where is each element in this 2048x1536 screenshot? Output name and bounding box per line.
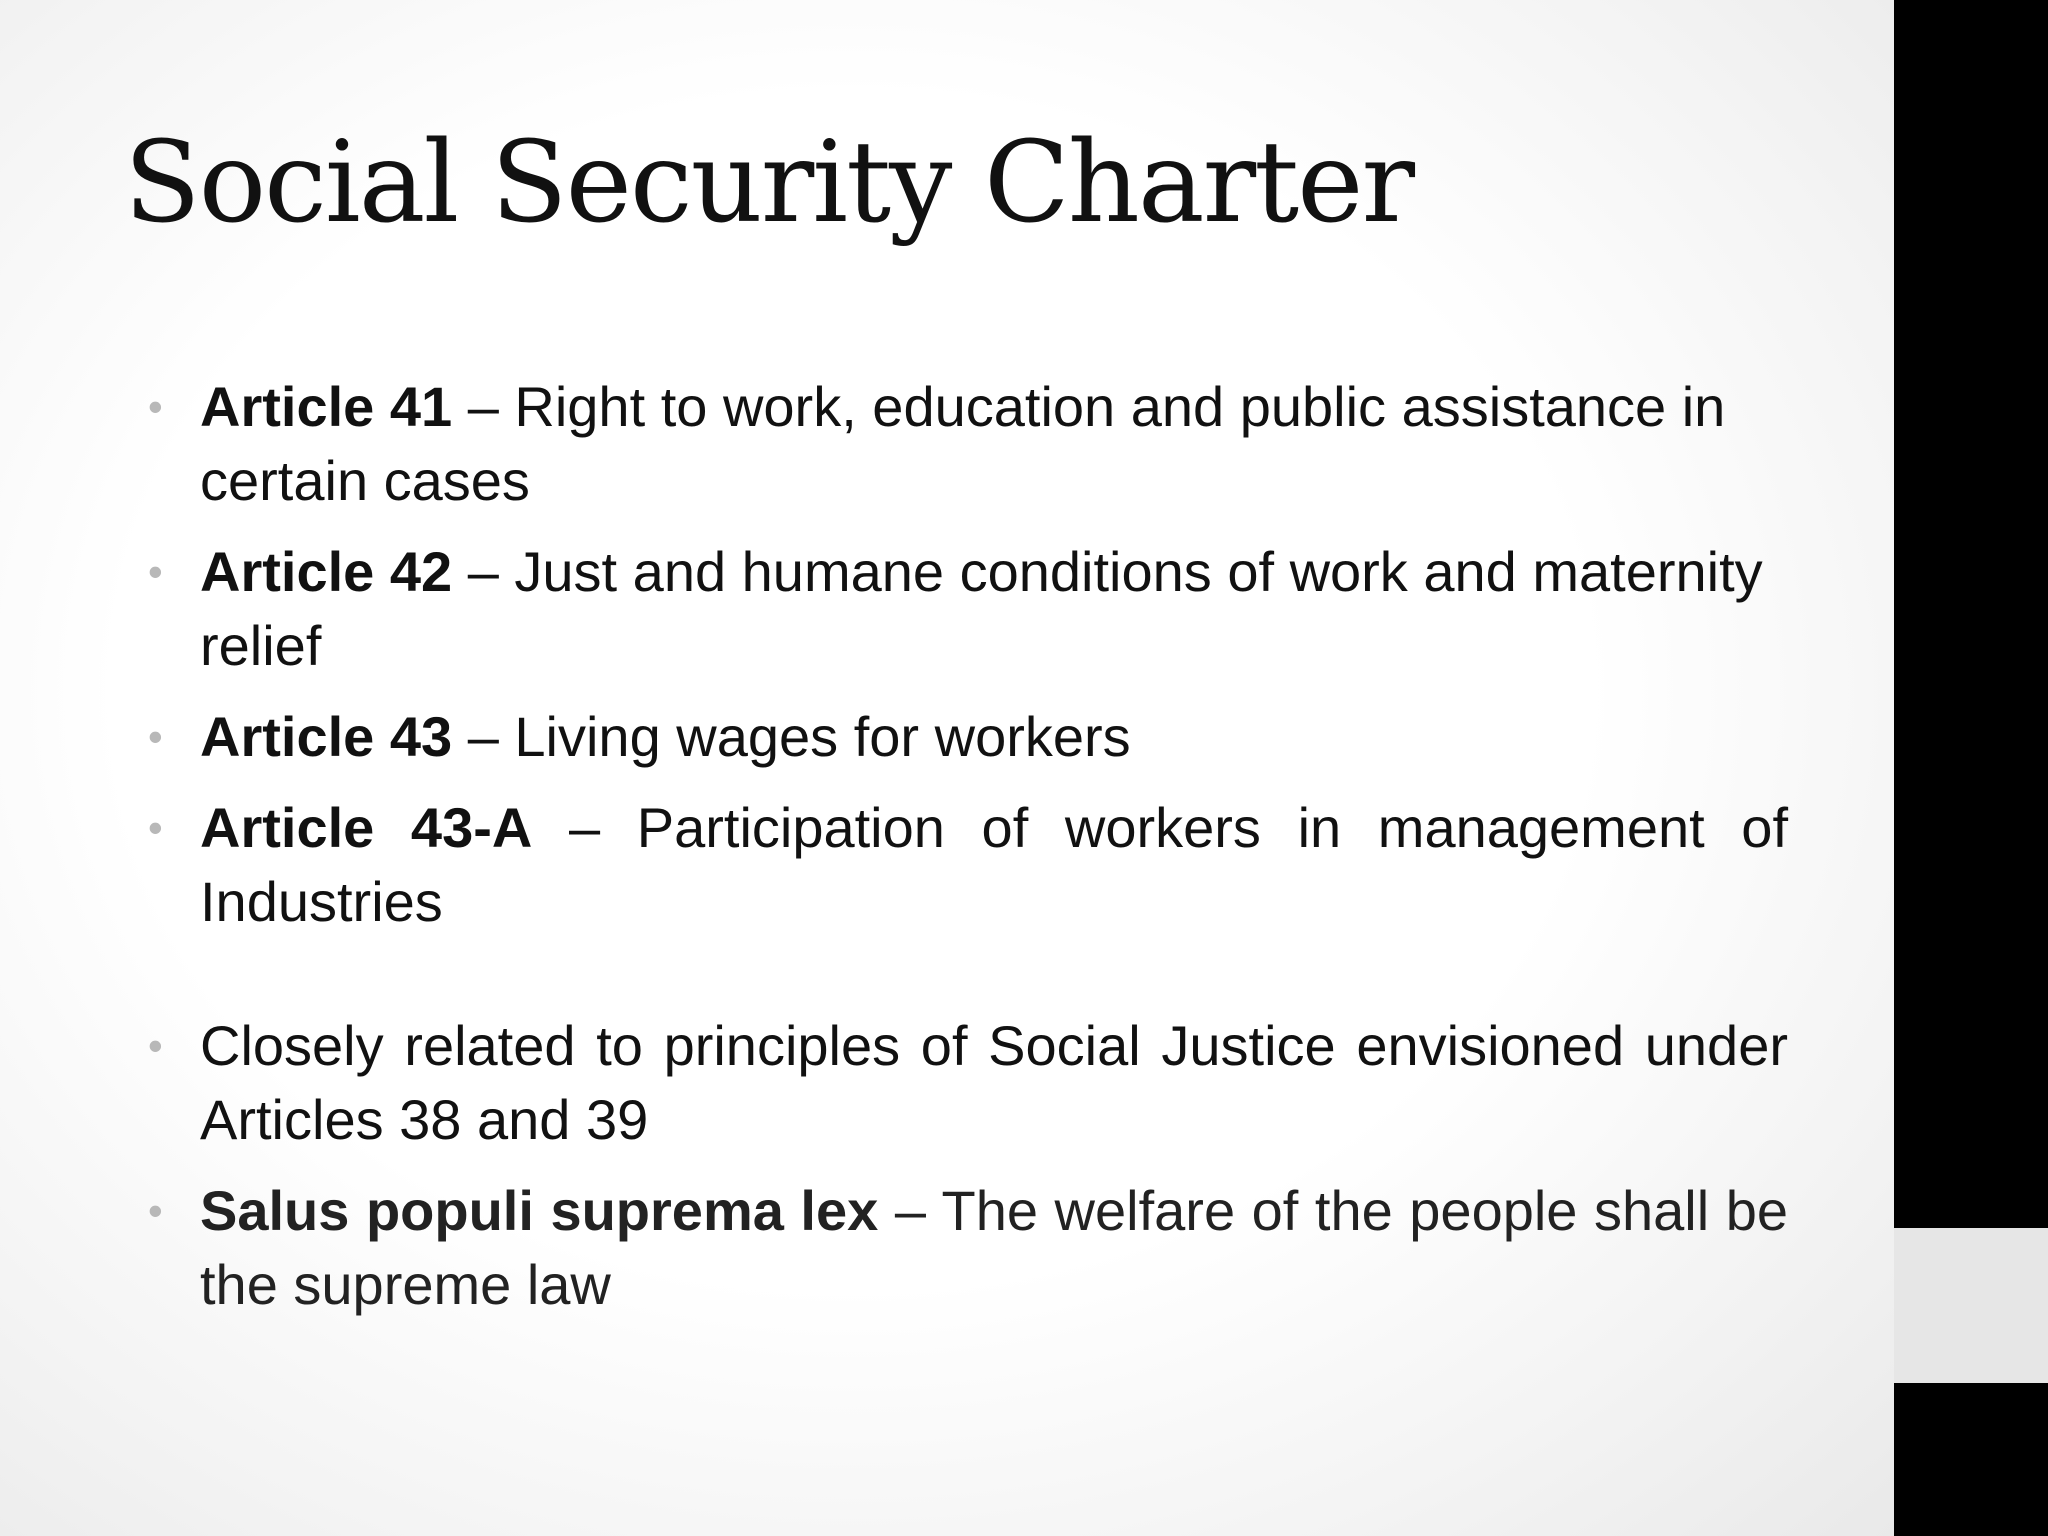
- bullet-dot-icon: •: [148, 713, 163, 760]
- bullet-dot-icon: •: [148, 548, 163, 595]
- bullet-text: The welfare of the people shall be the supreme law: [200, 1179, 1789, 1316]
- bullet-list: [148, 370, 1789, 1339]
- bullet-dot-icon: •: [148, 1187, 163, 1234]
- bullet-dot-icon: •: [148, 1022, 163, 1069]
- bullet-label: Article 43-A: [200, 796, 533, 859]
- bullet-dot-icon: •: [148, 383, 163, 430]
- bullet-text: Right to work, education and public assistance in certain cases: [200, 375, 1726, 512]
- bullet-item-article-43a: [148, 791, 1789, 939]
- bullet-item-social-justice: [148, 1009, 1788, 1157]
- side-strip-bottom: [1894, 1383, 2048, 1536]
- bullet-text: Closely related to principles of Social Justice envisioned under Articles 38 and 39: [200, 1014, 1788, 1151]
- bullet-label: Article 42: [200, 540, 453, 603]
- bullet-item-article-42: [148, 535, 1788, 683]
- bullet-separator: –: [878, 1179, 942, 1242]
- bullet-separator: –: [452, 705, 515, 768]
- bullet-text: Just and humane conditions of work and maternity relief: [200, 540, 1763, 677]
- bullet-separator: –: [452, 375, 515, 438]
- bullet-label: Article 41: [200, 375, 453, 438]
- bullet-text: Participation of workers in management of Industries: [200, 796, 1789, 933]
- slide-title: Social Security Charter: [124, 118, 1413, 248]
- bullet-text: Living wages for workers: [514, 705, 1131, 768]
- side-strip-top: [1894, 0, 2048, 1228]
- bullet-separator: –: [532, 796, 637, 859]
- side-strip-middle: [1894, 1228, 2048, 1383]
- bullet-item-article-41: [148, 370, 1788, 518]
- bullet-item-salus-populi: [148, 1174, 1789, 1322]
- bullet-item-article-43: [148, 700, 1788, 774]
- bullet-label: Salus populi suprema lex: [200, 1179, 879, 1242]
- bullet-label: Article 43: [200, 705, 453, 768]
- bullet-separator: –: [452, 540, 515, 603]
- bullet-dot-icon: •: [148, 804, 163, 851]
